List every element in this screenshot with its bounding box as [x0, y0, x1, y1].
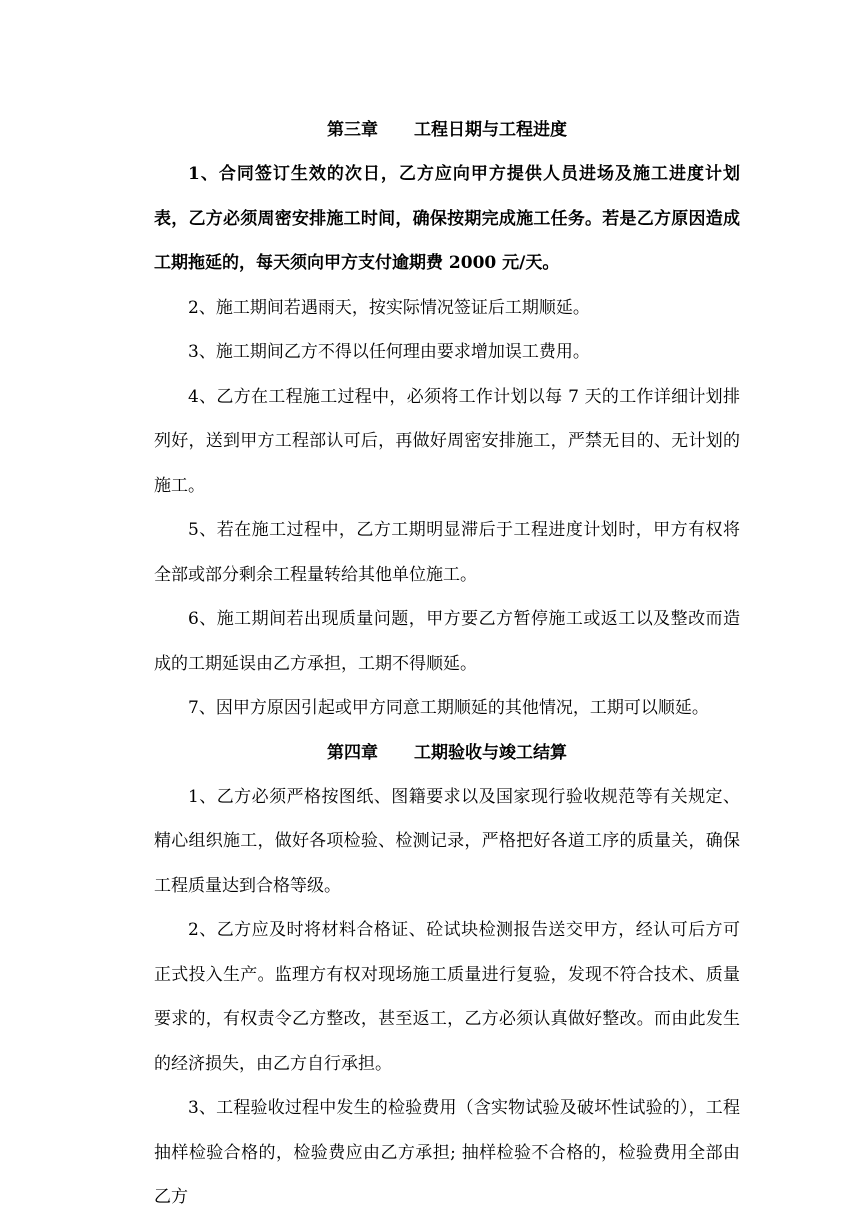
chapter-3-clause-6: 6、施工期间若出现质量问题，甲方要乙方暂停施工或返工以及整改而造成的工期延误由乙方承担，工期不得顺延。 — [154, 609, 740, 674]
chapter-3-number: 第三章 — [327, 120, 378, 140]
chapter-4-title: 工期验收与竣工结算 — [414, 742, 567, 763]
chapter-3-clause-2: 2、施工期间若遇雨天，按实际情况签证后工期顺延。 — [188, 297, 590, 318]
chapter-3-clause-1: 1、合同签订生效的次日，乙方应向甲方提供人员进场及施工进度计划表，乙方必须周密安排施工时间，确保按期完成施工任务。若是乙方原因造成工期拖延的，每天须向甲方支付逾期费 2000 元/天。 — [154, 164, 740, 273]
chapter-4-number: 第四章 — [327, 742, 378, 763]
chapter-3-clause-5: 5、若在施工过程中，乙方工期明显滞后于工程进度计划时，甲方有权将全部或部分剩余工程量转给其他单位施工。 — [154, 520, 740, 585]
chapter-4-clause-1: 1、乙方必须严格按图纸、图籍要求以及国家现行验收规范等有关规定、精心组织施工，做好各项检验、检测记录，严格把好各道工序的质量关，确保工程质量达到合格等级。 — [154, 786, 740, 896]
chapter-3-heading — [154, 108, 740, 152]
chapter-3-title: 工程日期与工程进度 — [414, 120, 567, 140]
chapter-4-clause-2: 2、乙方应及时将材料合格证、砼试块检测报告送交甲方，经认可后方可正式投入生产。监理方有权对现场施工质量进行复验，发现不符合技术、质量要求的，有权责令乙方整改，甚至返工，乙方必须认真做好整改。而由此发生的经济损失，由乙方自行承担。 — [154, 920, 740, 1074]
chapter-3-clause-7: 7、因甲方原因引起或甲方同意工期顺延的其他情况，工期可以顺延。 — [188, 698, 709, 718]
chapter-3-clause-3: 3、施工期间乙方不得以任何理由要求增加误工费用。 — [188, 342, 590, 362]
chapter-4-clause-3: 3、工程验收过程中发生的检验费用（含实物试验及破坏性试验的），工程抽样检验合格的，检验费应由乙方承担; 抽样检验不合格的，检验费用全部由乙方 — [154, 1098, 740, 1207]
document-body — [154, 108, 740, 1220]
chapter-3-clause-4: 4、乙方在工程施工过程中，必须将工作计划以每 7 天的工作详细计划排列好，送到甲方工程部认可后，再做好周密安排施工，严禁无目的、无计划的施工。 — [154, 386, 740, 496]
chapter-4-heading — [154, 731, 740, 775]
